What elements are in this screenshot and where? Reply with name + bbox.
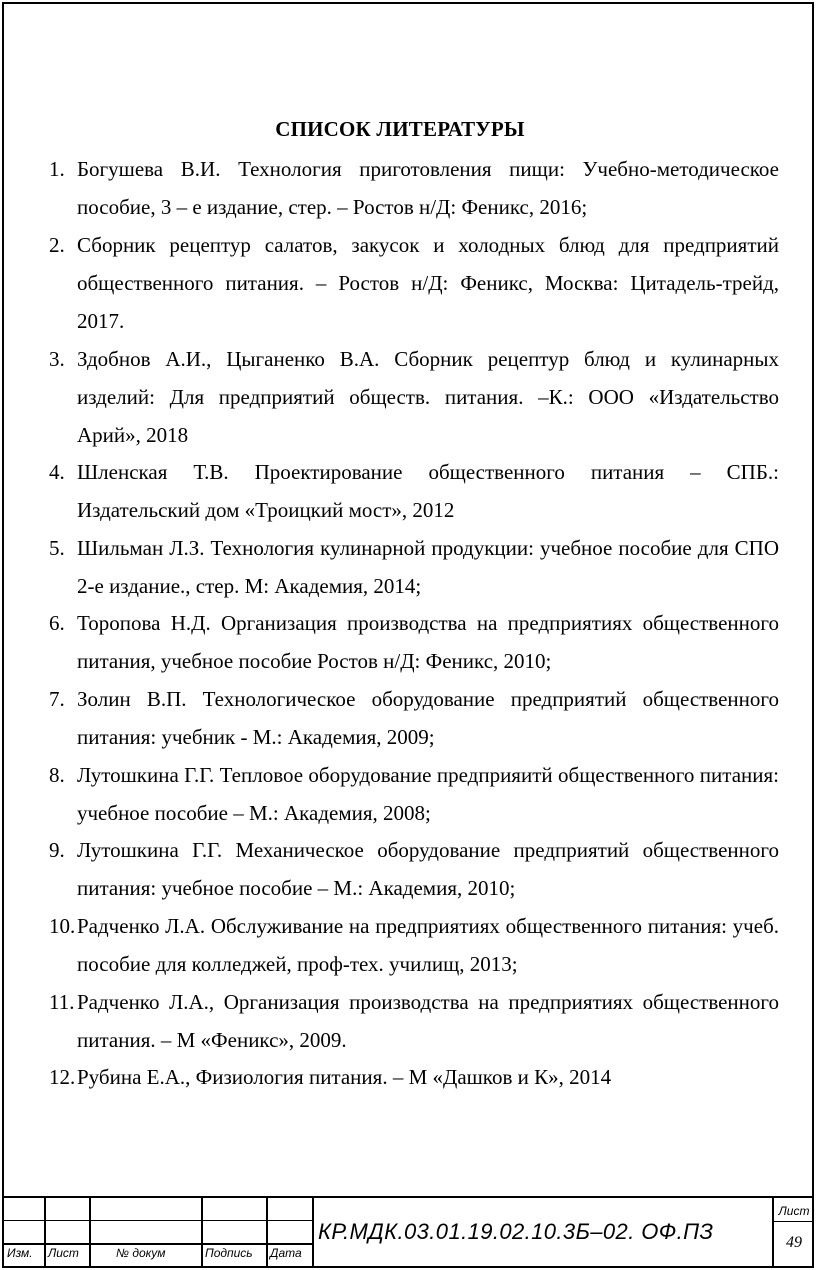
reference-item xyxy=(49,831,779,907)
reference-text: Лутошкина Г.Г. Механическое оборудование предприятий общественного питания: учебное пособие – М.: Академия, 2010; xyxy=(77,838,779,900)
reference-text: Рубина Е.А., Физиология питания. – М «Дашков и К», 2014 xyxy=(77,1065,612,1089)
reference-number: 6. xyxy=(49,611,65,635)
sheet-number: 49 xyxy=(786,1234,802,1251)
reference-item xyxy=(49,604,779,680)
reference-item xyxy=(49,983,779,1059)
page-title: СПИСОК ЛИТЕРАТУРЫ xyxy=(275,117,525,141)
reference-text: Торопова Н.Д. Организация производства на предприятиях общественного питания, учебное пособие Ростов н/Д: Феникс, 2010; xyxy=(77,611,779,673)
reference-item xyxy=(49,1058,779,1096)
reference-text: Богушева В.И. Технология приготовления пищи: Учебно-методическое пособие, 3 – е издание, стер. – Ростов н/Д: Феникс, 2016; xyxy=(77,157,779,219)
reference-number: 10. xyxy=(49,914,76,938)
reference-number: 7. xyxy=(49,687,65,711)
stamp-date-label: Дата xyxy=(270,1246,302,1260)
reference-text: Шильман Л.З. Технология кулинарной продукции: учебное пособие для СПО 2-е издание., стер. М: Академия, 2014; xyxy=(77,536,779,598)
reference-number: 8. xyxy=(49,763,65,787)
reference-number: 4. xyxy=(49,460,65,484)
reference-number: 12. xyxy=(49,1065,76,1089)
stamp-signature-label: Подпись xyxy=(205,1246,253,1260)
reference-number: 9. xyxy=(49,838,65,862)
reference-text: Золин В.П. Технологическое оборудование предприятий общественного питания: учебник - М.: Академия, 2009; xyxy=(77,687,779,749)
reference-text: Радченко Л.А. Обслуживание на предприятиях общественного питания: учеб. пособие для колледжей, проф-тех. училищ, 2013; xyxy=(77,914,779,976)
reference-text: Лутошкина Г.Г. Тепловое оборудование предприяитй общественного питания: учебное пособие – М.: Академия, 2008; xyxy=(77,763,779,825)
reference-item xyxy=(49,453,779,529)
stamp-col-line xyxy=(772,1196,774,1266)
document-code: КР.МДК.03.01.19.02.10.3Б–02. ОФ.ПЗ xyxy=(318,1219,714,1244)
stamp-list-label: Лист xyxy=(48,1246,79,1260)
stamp-col-line xyxy=(266,1196,268,1266)
reference-text: Здобнов А.И., Цыганенко В.А. Сборник рецептур блюд и кулинарных изделий: Для предприятий обществ. питания. –К.: ООО «Издательство Арий», 2018 xyxy=(77,347,779,447)
reference-number: 2. xyxy=(49,233,65,257)
reference-item xyxy=(49,680,779,756)
stamp-col-line xyxy=(44,1196,46,1266)
stamp-top-line xyxy=(4,1196,812,1198)
reference-item xyxy=(49,226,779,340)
reference-number: 11. xyxy=(49,990,75,1014)
reference-number: 1. xyxy=(49,157,65,181)
reference-text: Радченко Л.А., Организация производства на предприятиях общественного питания. – М «Феникс», 2009. xyxy=(77,990,779,1052)
reference-number: 3. xyxy=(49,347,65,371)
stamp-doc-num-label: № докум xyxy=(116,1246,166,1260)
stamp-col-line xyxy=(89,1196,91,1266)
stamp-col-line xyxy=(201,1196,203,1266)
reference-text: Сборник рецептур салатов, закусок и холодных блюд для предприятий общественного питания. – Ростов н/Д: Феникс, Москва: Цитадель-трейд, 2017. xyxy=(77,233,779,333)
reference-number: 5. xyxy=(49,536,65,560)
stamp-col-line xyxy=(312,1196,314,1266)
stamp-izm-label: Изм. xyxy=(7,1246,33,1260)
reference-item xyxy=(49,150,779,226)
reference-item xyxy=(49,529,779,605)
stamp-sheet-line xyxy=(772,1221,812,1222)
reference-item xyxy=(49,756,779,832)
reference-item xyxy=(49,907,779,983)
reference-text: Шленская Т.В. Проектирование общественного питания – СПБ.: Издательский дом «Троицкий мост», 2012 xyxy=(77,460,779,522)
sheet-label: Лист xyxy=(778,1204,810,1218)
reference-item xyxy=(49,340,779,454)
